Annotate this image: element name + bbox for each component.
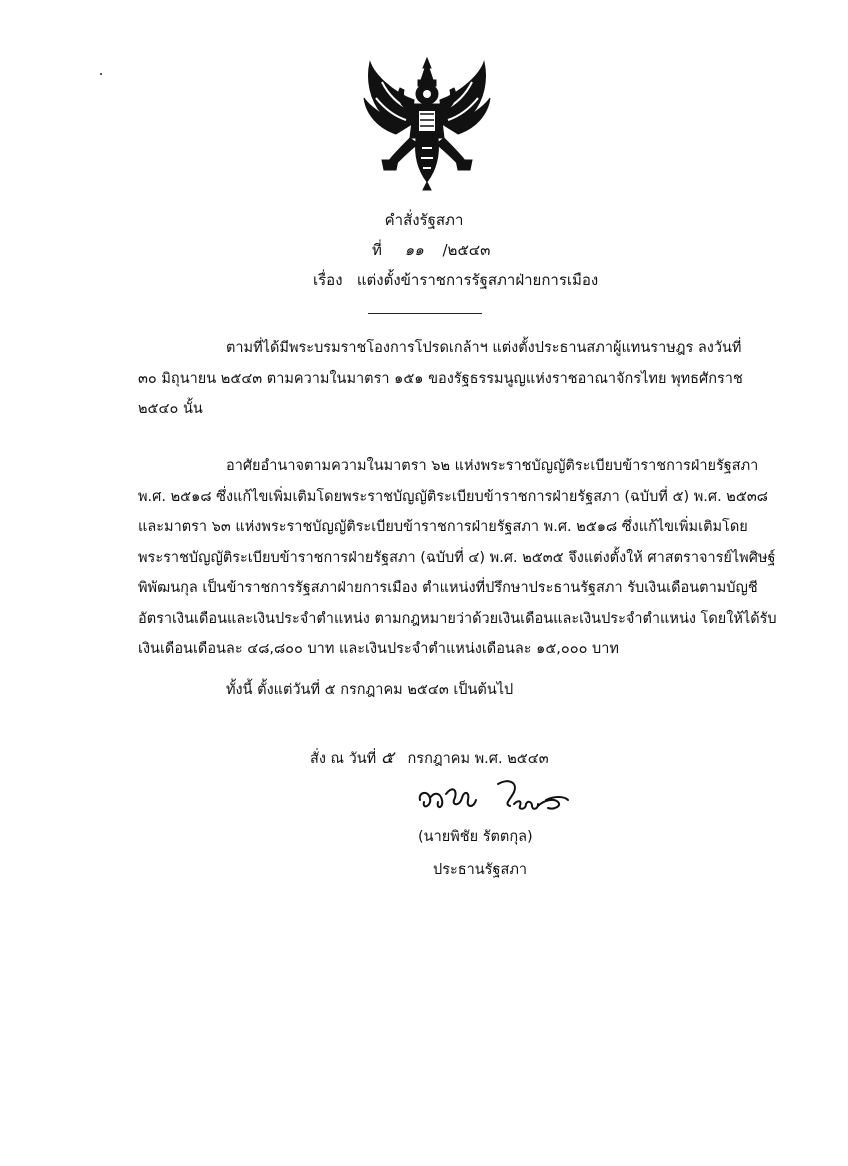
- number-value: ๑๑: [404, 241, 424, 259]
- paragraph-line: และมาตรา ๖๓ แห่งพระราชบัญญัติระเบียบข้าราชการฝ่ายรัฐสภา พ.ศ. ๒๕๑๘ ซึ่งแก้ไขเพิ่มเติมโดย: [138, 519, 748, 535]
- paragraph-2: [138, 451, 777, 665]
- document-title: คำสั่งรัฐสภา: [384, 211, 464, 229]
- paragraph-line: ตามที่ได้มีพระบรมราชโองการโปรดเกล้าฯ แต่งตั้งประธานสภาผู้แทนราษฎร ลงวันที่: [226, 340, 742, 356]
- paragraph-line: ๒๕๔๐ นั้น: [138, 401, 203, 417]
- signer-title: ประธานรัฐสภา: [433, 862, 528, 878]
- garuda-emblem-icon: [352, 52, 502, 192]
- paragraph-line: อาศัยอำนาจตามความในมาตรา ๖๒ แห่งพระราชบัญญัติระเบียบข้าราชการฝ่ายรัฐสภา: [226, 458, 759, 474]
- subject-text: แต่งตั้งข้าราชการรัฐสภาฝ่ายการเมือง: [356, 271, 599, 289]
- document-number: [372, 238, 490, 262]
- title-divider: [368, 313, 482, 314]
- paragraph-line: ๓๐ มิถุนายน ๒๕๔๓ ตามความในมาตรา ๑๕๑ ของรัฐธรรมนูญแห่งราชอาณาจักรไทย พุทธศักราช: [138, 370, 743, 387]
- document-subject: [313, 268, 598, 292]
- number-suffix: /๒๕๔๓: [442, 241, 491, 259]
- paragraph-line: เงินเดือนเดือนละ ๔๘,๘๐๐ บาท และเงินประจำตำแหน่งเดือนละ ๑๕,๐๐๐ บาท: [138, 641, 619, 657]
- paragraph-line: พระราชบัญญัติระเบียบข้าราชการฝ่ายรัฐสภา (ฉบับที่ ๔) พ.ศ. ๒๕๓๕ จึงแต่งตั้งให้ ศาสตราจารย์ไพศิษฐ์: [138, 549, 776, 566]
- paragraph-line: พ.ศ. ๒๕๑๘ ซึ่งแก้ไขเพิ่มเติมโดยพระราชบัญญัติระเบียบข้าราชการฝ่ายรัฐสภา (ฉบับที่ ๕) พ.ศ. ๒๕๓๘: [138, 488, 768, 505]
- paragraph-line: อัตราเงินเดือนและเงินประจำตำแหน่ง ตามกฎหมายว่าด้วยเงินเดือนและเงินประจำตำแหน่ง โดยให้ได้รับ: [138, 610, 777, 627]
- scan-speck: [100, 73, 102, 75]
- paragraph-line: พิพัฒนกุล เป็นข้าราชการรัฐสภาฝ่ายการเมือง ตำแหน่งที่ปรึกษาประธานรัฐสภา รับเงินเดือนตามบัญชี: [138, 580, 758, 596]
- order-month-year: กรกฎาคม พ.ศ. ๒๕๔๓: [407, 751, 549, 767]
- handwritten-signature: [414, 770, 574, 820]
- number-prefix: ที่: [372, 241, 382, 259]
- paragraph-line: ทั้งนี้ ตั้งแต่วันที่ ๕ กรกฎาคม ๒๕๔๓ เป็นต้นไป: [226, 682, 514, 698]
- order-date: [310, 744, 549, 771]
- order-day: ๕: [380, 748, 394, 768]
- paragraph-3: [226, 675, 626, 706]
- paragraph-1: [138, 333, 743, 425]
- subject-label: เรื่อง: [313, 271, 343, 289]
- order-label: สั่ง ณ วันที่: [310, 751, 377, 767]
- signer-name: (นายพิชัย รัตตกุล): [418, 829, 533, 845]
